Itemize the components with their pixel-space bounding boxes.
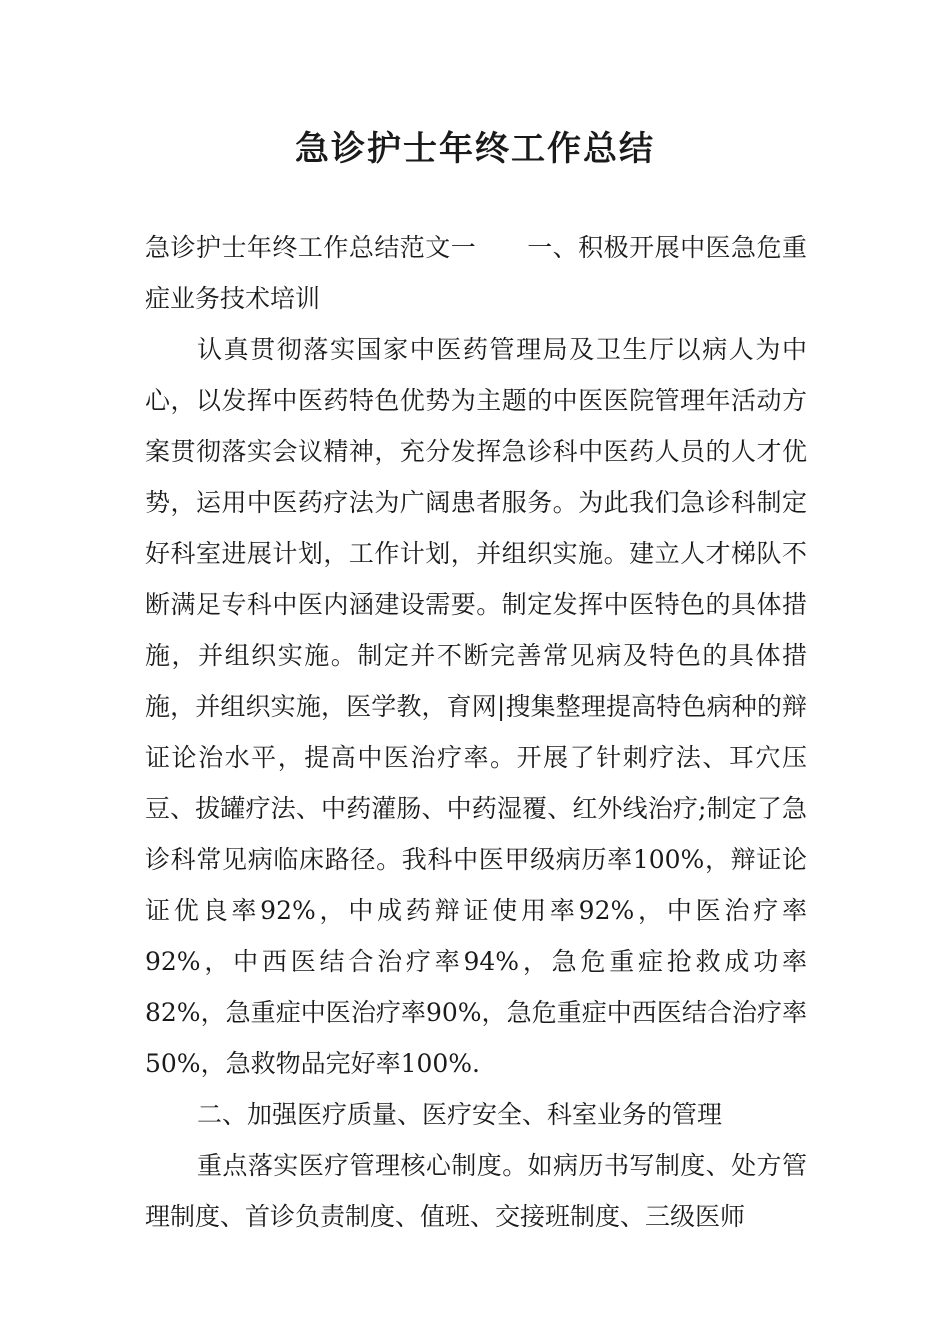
intro-heading-paragraph: 急诊护士年终工作总结范文一 一、积极开展中医急危重症业务技术培训 — [145, 233, 807, 313]
body-paragraph-1: 认真贯彻落实国家中医药管理局及卫生厅以病人为中心，以发挥中医药特色优势为主题的中医医院管理年活动方案贯彻落实会议精神，充分发挥急诊科中医药人员的人才优势，运用中医药疗法为广阔患者服务。为此我们急诊科制定好科室进展计划，工作计划，并组织实施。建立人才梯队不断满足专科中医内涵建设需要。制定发挥中医特色的具体措施，并组织实施。制定并不断完善常见病及特色的具体措施，并组织实施，医学教，育网|搜集整理提高特色病种的辩证论治水平，提高中医治疗率。开展了针刺疗法、耳穴压豆、拔罐疗法、中药灌肠、中药湿覆、红外线治疗;制定了急诊科常见病临床路径。我科中医甲级病历率100%，辩证论证优良率92%，中成药辩证使用率92%，中医治疗率92%，中西医结合治疗率94%，急危重症抢救成功率82%，急重症中医治疗率90%，急危重症中西医结合治疗率50%，急救物品完好率100%. — [145, 335, 807, 1078]
section-heading-2: 二、加强医疗质量、医疗安全、科室业务的管理 — [197, 1100, 723, 1129]
body-paragraph-2: 重点落实医疗管理核心制度。如病历书写制度、处方管理制度、首诊负责制度、值班、交接班制度、三级医师 — [145, 1151, 807, 1231]
document-body — [145, 222, 807, 1242]
document-title: 急诊护士年终工作总结 — [295, 129, 655, 169]
